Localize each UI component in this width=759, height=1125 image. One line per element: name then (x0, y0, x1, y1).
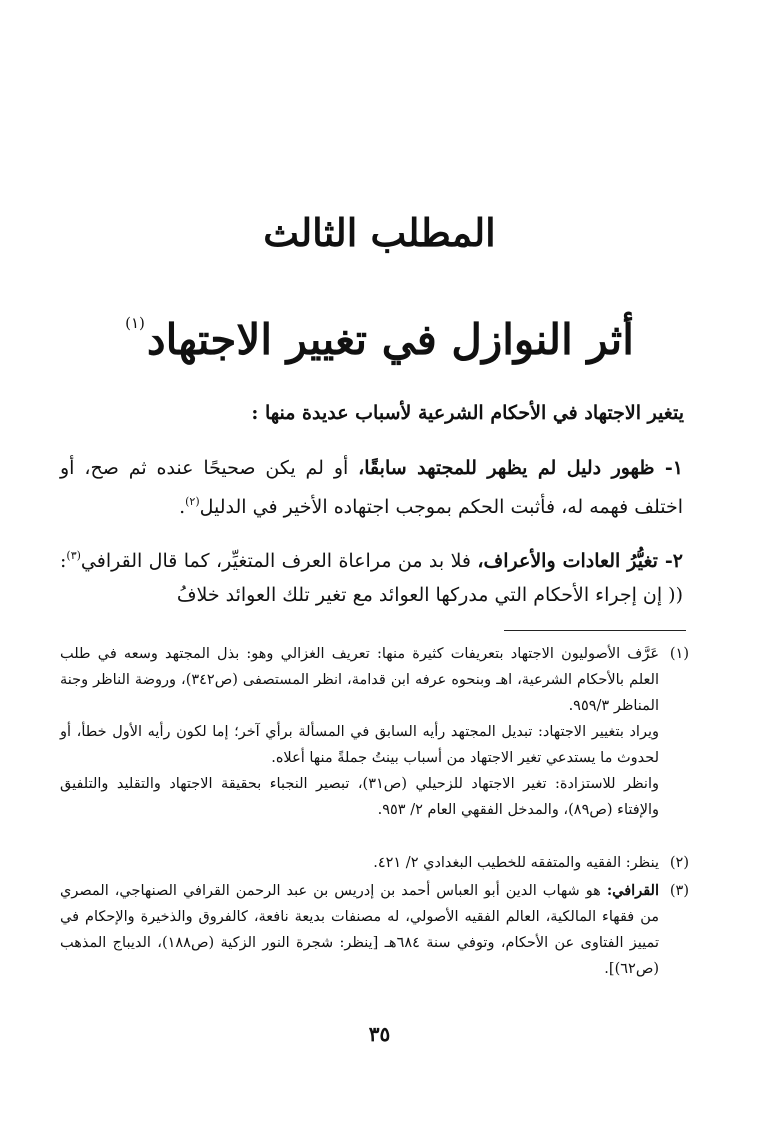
footnote-1-number: (١) (669, 646, 689, 662)
footnote-3-lead: القرافي: (606, 882, 659, 899)
footnote-2-number: (٢) (669, 855, 689, 871)
point-2-paragraph (60, 539, 683, 612)
point-1-footnote-ref[interactable]: (٢) (185, 495, 200, 508)
footnote-1-paragraph-2 (60, 719, 689, 771)
page-number: ٣٥ (368, 1022, 391, 1046)
footnote-3-number: (٣) (669, 883, 689, 899)
point-2-footnote-ref[interactable]: (٣) (66, 549, 81, 562)
point-2-end: : (( إن إجراء الأحكام التي مدركها العوائد مع تغير تلك العوائد خلافُ (60, 550, 683, 606)
footnote-3-text: هو شهاب الدين أبو العباس أحمد بن إدريس بن عبد الرحمن القرافي الصنهاجي، المصري من فقهاء المالكية، العالم الفقيه الأصولي، له مصنفات بديعة نافعة، كالفروق والذخيرة والإحكام في تمييز الفتاوى عن الأحكام، وتوفي سنة ٦٨٤هـ [ينظر: شجرة النور الزكية (ص١٨٨)، الديباج المذهب (ص٦٢)]. (60, 883, 659, 977)
footnote-1-text-3: وانظر للاستزادة: تغير الاجتهاد للزحيلي (ص٣١)، تبصير النجباء بحقيقة الاجتهاد والتقليد والتلفيق والإفتاء (ص٨٩)، والمدخل الفقهي العام ٢/ ٩٥٣. (60, 776, 659, 818)
footnote-1-text: عَرَّف الأصوليون الاجتهاد بتعريفات كثيرة منها: تعريف الغزالي وهو: بذل المجتهد وسعه في طلب العلم بالأحكام الشرعية، اهـ وبنحوه عرفه ابن قدامة، انظر المستصفى (ص٣٤٢)، وروضة الناظر وجنة المناظر ٩٥٩/٣. (60, 646, 659, 714)
footnote-separator (504, 630, 686, 631)
section-title-footnote-ref[interactable]: (١) (125, 314, 145, 332)
footnote-1-text-2: ويراد بتغيير الاجتهاد: تبديل المجتهد رأيه السابق في المسألة برأي آخر؛ إما لكون رأيه الأول خطأ، أو لحدوث ما يستدعي تغير الاجتهاد من أسباب بينتُ جملةً منها أعلاه. (60, 724, 659, 766)
section-title (60, 288, 699, 375)
footnote-3 (60, 878, 689, 982)
footnote-2-text: ينظر: الفقيه والمتفقه للخطيب البغدادي ٢/ ٤٢١. (373, 855, 659, 871)
point-1-paragraph (60, 451, 683, 524)
section-title-text: أثر النوازل في تغيير الاجتهاد (146, 315, 634, 364)
point-1-lead: ١- ظهور دليل لم يظهر للمجتهد سابقًا، (358, 457, 683, 479)
footnote-2 (60, 850, 689, 876)
intro-sentence: يتغير الاجتهاد في الأحكام الشرعية لأسباب عديدة منها : (251, 402, 684, 424)
point-2-text: فلا بد من مراعاة العرف المتغيِّر، كما قال القرافي (80, 550, 478, 572)
footnote-1-paragraph-3 (60, 771, 689, 823)
point-1-end: . (179, 496, 186, 518)
point-1-text: أو لم يكن صحيحًا عنده ثم صح، أو اختلف فهمه له، فأثبت الحكم بموجب اجتهاده الأخير في الدليل (60, 457, 683, 518)
footnote-3-body (60, 878, 659, 982)
section-label: المطلب الثالث (263, 210, 496, 255)
point-2-lead: ٢- تغيُّرُ العادات والأعراف، (477, 550, 683, 572)
footnote-1 (60, 641, 689, 719)
